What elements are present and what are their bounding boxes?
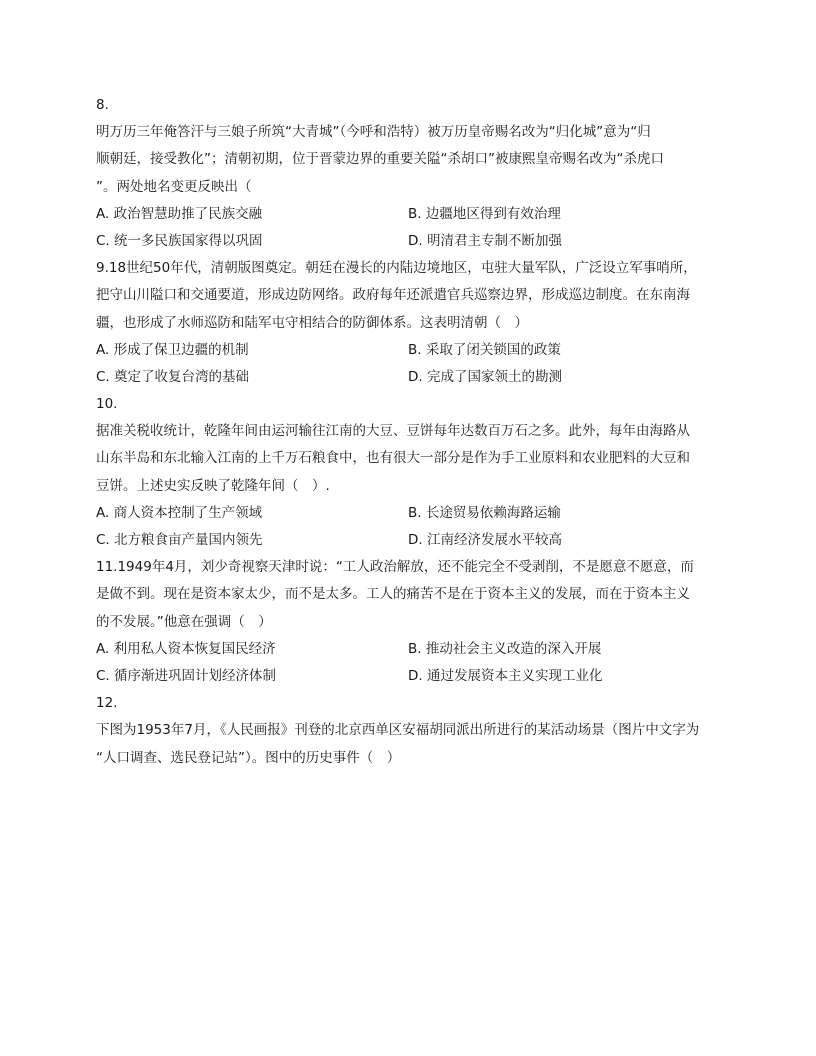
options-row — [96, 500, 724, 527]
question-stem-line: 下图为1953年7月，《人民画报》刊登的北京西单区安福胡同派出所进行的某活动场景（图片中文字为 — [96, 722, 700, 739]
question-9 — [96, 255, 724, 391]
question-stem-line: ”。两处地名变更反映出（ — [96, 178, 252, 195]
question-stem-line: 是做不到。现在是资本家太少，而不是太多。工人的痛苦不是在于资本主义的发展，而在于资本主义 — [96, 586, 690, 603]
options-row — [96, 201, 724, 228]
option-b: B. 推动社会主义改造的深入开展 — [408, 640, 602, 657]
option-b: B. 长途贸易依赖海路运输 — [408, 504, 561, 521]
option-a: A. 商人资本控制了生产领域 — [96, 504, 263, 521]
option-c: C. 统一多民族国家得以巩固 — [96, 232, 263, 249]
option-c: C. 奠定了收复台湾的基础 — [96, 368, 250, 385]
option-a: A. 政治智慧助推了民族交融 — [96, 205, 263, 222]
question-number: 12. — [96, 695, 118, 712]
option-d: D. 江南经济发展水平较高 — [408, 532, 562, 548]
options-row — [96, 228, 724, 255]
question-stem-line: “人口调查、选民登记站”）。图中的历史事件（ ） — [96, 749, 401, 766]
question-stem-line: 把守山川隘口和交通要道，形成边防网络。政府每年还派遣官兵巡察边界，形成巡边制度。在东南海 — [96, 287, 690, 304]
option-d: D. 明清君主专制不断加强 — [408, 232, 562, 249]
question-stem-line: 9.18世纪50年代，清朝版图奠定。朝廷在漫长的内陆边境地区，屯驻大量军队，广泛设立军事哨所， — [96, 260, 697, 277]
option-c: C. 北方粮食亩产量国内领先 — [96, 532, 263, 548]
options-row — [96, 663, 724, 690]
option-d: D. 通过发展资本主义实现工业化 — [408, 667, 603, 684]
question-stem-line: 据准关税收统计，乾隆年间由运河输往江南的大豆、豆饼每年达数百万石之多。此外，每年由海路从 — [96, 423, 690, 440]
question-stem-line: 豆饼。上述史实反映了乾隆年间（ ）. — [96, 477, 330, 494]
exam-page — [96, 92, 724, 772]
question-8 — [96, 92, 724, 255]
question-number: 8. — [96, 97, 109, 113]
question-number: 10. — [96, 396, 118, 413]
question-stem-line: 明万历三年俺答汗与三娘子所筑“大青城”（今呼和浩特）被万历皇帝赐名改为“归化城”意为“归 — [96, 124, 651, 141]
option-b: B. 采取了闭关锁国的政策 — [408, 341, 561, 358]
option-b: B. 边疆地区得到有效治理 — [408, 205, 561, 222]
option-a: A. 利用私人资本恢复国民经济 — [96, 640, 276, 657]
option-c: C. 循序渐进巩固计划经济体制 — [96, 667, 277, 684]
options-row — [96, 364, 724, 391]
options-row — [96, 636, 724, 663]
question-stem-line: 顺朝廷，接受教化”；清朝初期，位于晋蒙边界的重要关隘“杀胡口”被康熙皇帝赐名改为“杀虎口 — [96, 151, 664, 168]
question-11 — [96, 554, 724, 690]
question-stem-line: 疆，也形成了水师巡防和陆军屯守相结合的防御体系。这表明清朝（ ） — [96, 314, 528, 331]
question-12 — [96, 690, 724, 772]
question-stem-line: 山东半岛和东北输入江南的上千万石粮食中，也有很大一部分是作为手工业原料和农业肥料的大豆和 — [96, 450, 690, 467]
question-10 — [96, 391, 724, 554]
options-row — [96, 527, 724, 554]
options-row — [96, 337, 724, 364]
question-stem-line: 11.1949年4月，刘少奇视察天津时说：“工人政治解放，还不能完全不受剥削，不是愿意不愿意，而 — [96, 559, 694, 576]
question-stem-line: 的不发展。”他意在强调（ ） — [96, 613, 272, 630]
option-d: D. 完成了国家领土的勘测 — [408, 368, 562, 385]
option-a: A. 形成了保卫边疆的机制 — [96, 341, 249, 358]
